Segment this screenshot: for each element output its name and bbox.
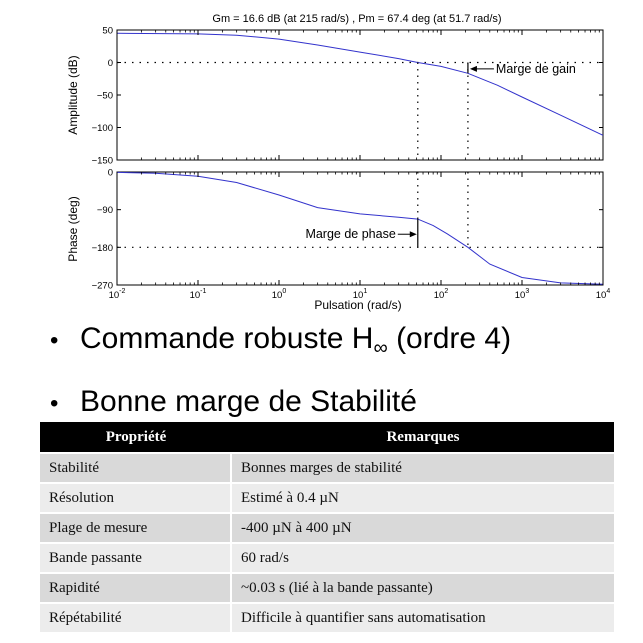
y-tick-label: 0 [107, 167, 113, 179]
y-tick-label: −270 [91, 280, 113, 292]
y-tick-label: −150 [91, 155, 113, 167]
property-cell: Stabilité [40, 454, 232, 482]
bullet-subscript: ∞ [373, 337, 388, 359]
remark-cell: Difficile à quantifier sans automatisation [232, 604, 614, 632]
remark-cell: Estimé à 0.4 µN [232, 484, 614, 512]
property-cell: Résolution [40, 484, 232, 512]
gain-margin-label: Marge de gain [495, 61, 576, 76]
bullet-text: Bonne marge de Stabilité [80, 385, 417, 418]
table-header-row [40, 422, 614, 452]
phase-plot [66, 168, 603, 292]
bullet-dot: • [50, 390, 59, 417]
property-cell: Bande passante [40, 544, 232, 572]
x-tick-label: $10^0$ [271, 288, 287, 301]
table-row [40, 574, 614, 602]
magnitude-axes-box [117, 30, 603, 160]
y-tick-label: −100 [91, 123, 113, 134]
property-cell: Répétabilité [40, 604, 232, 632]
magnitude-ylabel: Amplitude (dB) [66, 55, 80, 135]
table-row [40, 604, 614, 632]
y-tick-label: −90 [96, 205, 113, 217]
y-tick-label: −50 [96, 90, 113, 102]
properties-table [40, 420, 614, 634]
x-tick-label: $10^3$ [514, 288, 530, 301]
remark-cell: ~0.03 s (lié à la bande passante) [232, 574, 614, 602]
x-tick-label: $10^1$ [352, 288, 368, 301]
x-axis-label: Pulsation (rad/s) [314, 298, 402, 312]
bullet-text: Commande robuste H [80, 322, 374, 355]
table-row [40, 454, 614, 482]
table-row [40, 544, 614, 572]
bullet-text-suffix: (ordre 4) [387, 322, 512, 355]
remark-cell: -400 µN à 400 µN [232, 514, 614, 542]
chart-title: Gm = 16.6 dB (at 215 rad/s) , Pm = 67.4 deg (at 51.7 rad/s) [212, 13, 502, 25]
header-property: Propriété [40, 422, 232, 452]
property-cell: Rapidité [40, 574, 232, 602]
phase-margin-label: Marge de phase [305, 227, 396, 242]
bullet-stability-margin [50, 385, 417, 419]
phase-ylabel: Phase (deg) [66, 196, 80, 262]
remark-cell: 60 rad/s [232, 544, 614, 572]
x-tick-label: $10^{-2}$ [108, 288, 126, 301]
table-row [40, 514, 614, 542]
table-row [40, 484, 614, 512]
bullet-robust-control [50, 322, 511, 360]
bode-diagram [0, 0, 643, 312]
x-tick-label: $10^2$ [433, 288, 449, 301]
remark-cell: Bonnes marges de stabilité [232, 454, 614, 482]
y-tick-label: 0 [107, 58, 113, 69]
magnitude-plot [66, 26, 603, 167]
x-tick-label: $10^{-1}$ [189, 288, 207, 301]
y-tick-label: −180 [91, 242, 113, 254]
y-tick-label: 50 [102, 25, 113, 37]
property-cell: Plage de mesure [40, 514, 232, 542]
x-tick-label: $10^4$ [595, 288, 611, 301]
header-remarks: Remarques [232, 422, 614, 452]
bullet-dot: • [50, 327, 59, 354]
